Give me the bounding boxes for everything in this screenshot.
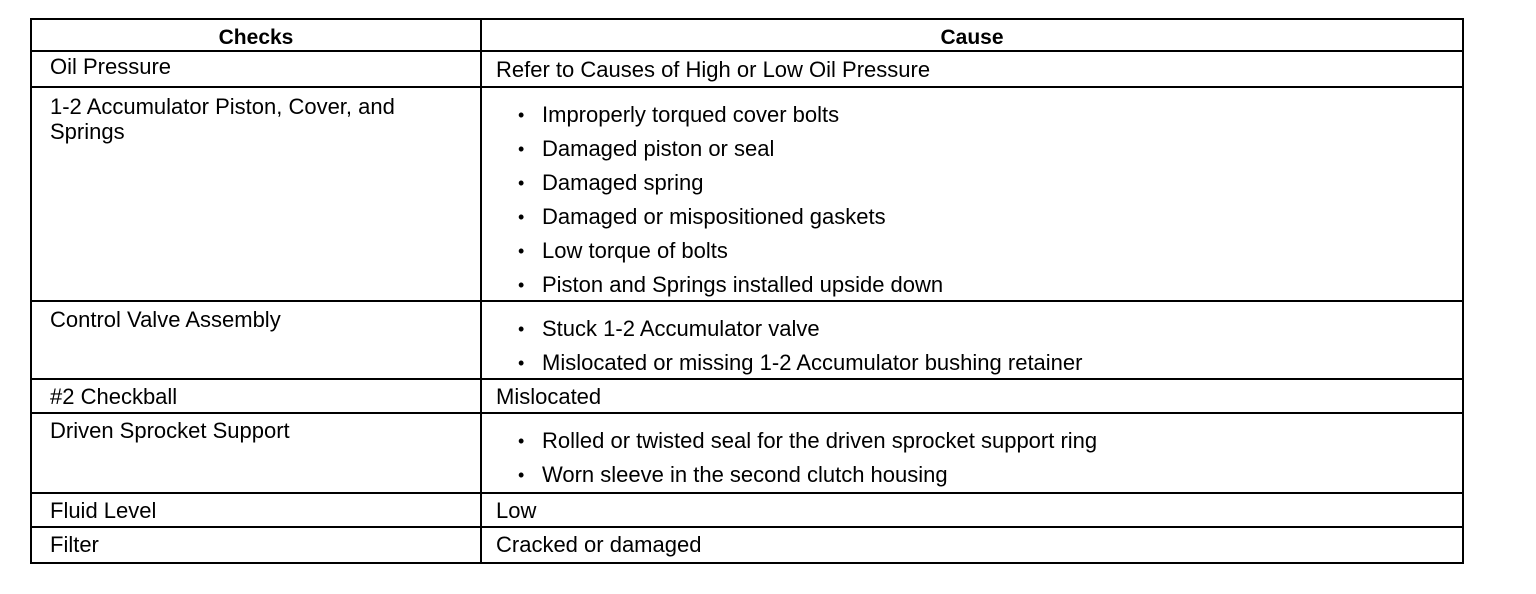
table-row <box>32 302 1462 380</box>
cause-cell: Mislocated <box>496 384 602 409</box>
cause-cell <box>482 302 1462 378</box>
check-cell: Fluid Level <box>32 494 482 526</box>
table-row <box>32 528 1462 562</box>
check-cell: Oil Pressure <box>32 52 482 86</box>
check-cell: Filter <box>32 528 482 562</box>
table-header-row <box>32 20 1462 52</box>
list-item: • Rolled or twisted seal for the driven sprocket support ring <box>518 424 1448 458</box>
list-item: • Damaged piston or seal <box>518 132 1448 166</box>
cause-cell <box>482 88 1462 300</box>
check-cell: 1-2 Accumulator Piston, Cover, and Springs <box>32 88 482 300</box>
list-item: • Piston and Springs installed upside down <box>518 268 1448 302</box>
cause-cell: Refer to Causes of High or Low Oil Pressure <box>496 57 931 82</box>
table-row <box>32 380 1462 414</box>
list-item: • Mislocated or missing 1-2 Accumulator bushing retainer <box>518 346 1448 380</box>
cause-list <box>496 416 1448 494</box>
check-cell: Driven Sprocket Support <box>32 414 482 492</box>
list-item: • Damaged spring <box>518 166 1448 200</box>
check-cell: Control Valve Assembly <box>32 302 482 378</box>
table-row <box>32 88 1462 302</box>
check-cell: #2 Checkball <box>32 380 482 412</box>
cause-list <box>496 90 1448 304</box>
list-item: • Improperly torqued cover bolts <box>518 98 1448 132</box>
cause-cell <box>482 414 1462 492</box>
table-row <box>32 494 1462 528</box>
list-item: • Worn sleeve in the second clutch housing <box>518 458 1448 492</box>
list-item: • Low torque of bolts <box>518 234 1448 268</box>
table-row <box>32 414 1462 494</box>
cause-cell: Low <box>496 498 537 523</box>
list-item: • Damaged or mispositioned gaskets <box>518 200 1448 234</box>
header-cause: Cause <box>940 26 1004 49</box>
header-checks: Checks <box>32 20 482 50</box>
table-row <box>32 52 1462 88</box>
cause-list <box>496 304 1448 382</box>
list-item: • Stuck 1-2 Accumulator valve <box>518 312 1448 346</box>
cause-cell: Cracked or damaged <box>496 532 702 557</box>
diagnosis-table <box>30 18 1464 564</box>
